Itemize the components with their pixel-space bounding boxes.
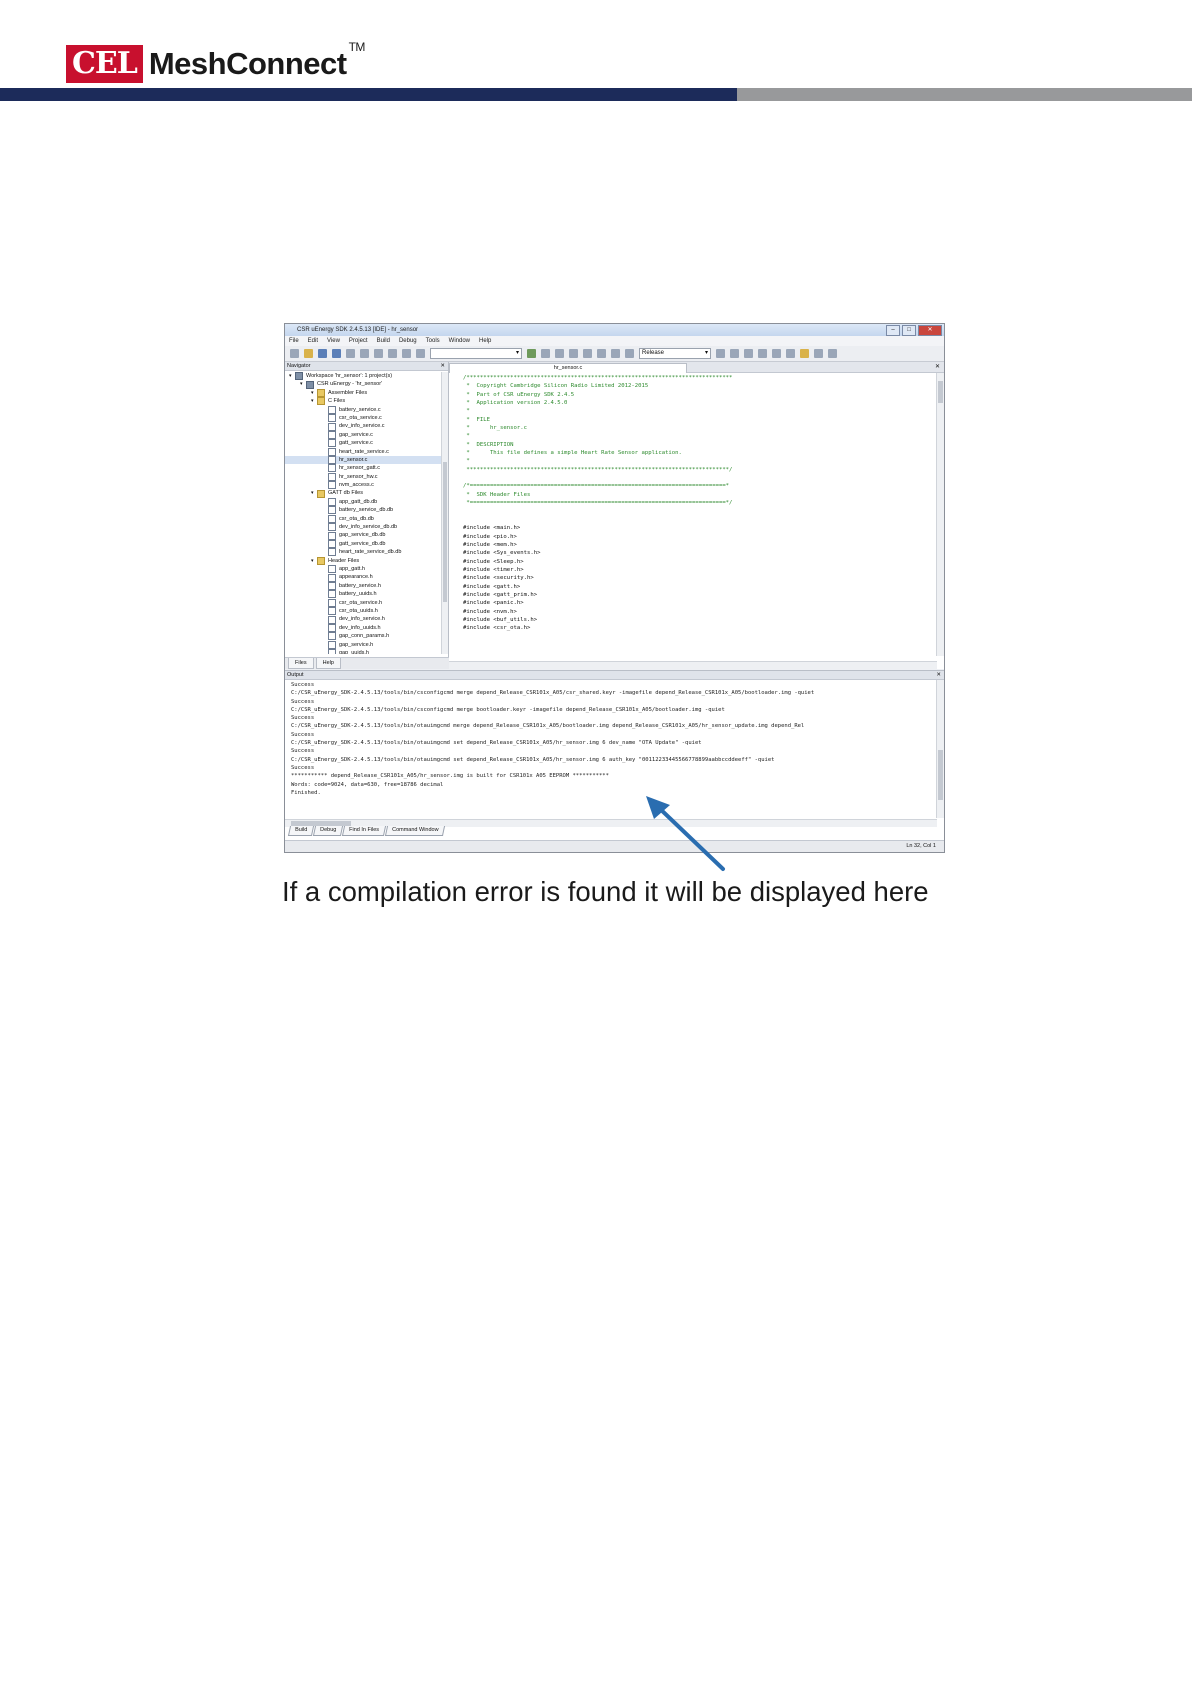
tree-item-label: Header Files (328, 557, 360, 564)
tree-item[interactable] (285, 456, 441, 464)
tree-item[interactable] (285, 557, 441, 565)
file-icon (328, 515, 336, 523)
code-line: #include <timer.h> (463, 566, 524, 573)
outdent-icon[interactable] (597, 349, 606, 358)
tree-item-label: gap_conn_params.h (339, 633, 390, 640)
save-all-icon[interactable] (332, 349, 341, 358)
code-line: /*============================================================================* (463, 483, 730, 490)
file-icon (328, 641, 336, 649)
save-icon[interactable] (318, 349, 327, 358)
code-line (463, 516, 923, 524)
output-line: C:/CSR_uEnergy_SDK-2.4.5.13/tools/bin/otauimgcmd set depend_Release_CSR101x_A05/hr_sensor.img 6 auth_key "00112233445566778899aabbccddeeff" -quiet (291, 756, 775, 763)
maximize-button[interactable]: □ (902, 325, 916, 336)
redo-icon[interactable] (360, 349, 369, 358)
new-file-icon[interactable] (290, 349, 299, 358)
back-arrow-icon[interactable] (814, 349, 823, 358)
file-icon (328, 590, 336, 598)
tree-item[interactable] (285, 389, 441, 397)
next-bookmark-icon[interactable] (625, 349, 634, 358)
tab-find-in-files-label: Find In Files (349, 827, 380, 833)
tree-item[interactable] (285, 573, 441, 581)
expand-toggle-icon[interactable]: ▾ (311, 557, 314, 564)
tree-item-label: dev_info_service.h (339, 616, 385, 623)
close-button[interactable]: ✕ (918, 325, 942, 336)
tree-item-label: heart_rate_service.c (339, 448, 389, 455)
file-icon (328, 481, 336, 489)
tree-item[interactable] (285, 489, 441, 497)
output-scrollbar[interactable] (936, 680, 944, 818)
tree-item-label: app_gatt.h (339, 565, 365, 572)
code-line: * Copyright Cambridge Silicon Radio Limited 2012-2015 (463, 383, 649, 390)
navigator-title: Navigator (287, 363, 311, 369)
search-combo[interactable] (430, 348, 522, 359)
navigator-pane (285, 362, 449, 669)
tree-item[interactable] (285, 473, 441, 481)
code-line (463, 508, 923, 516)
build-config-select[interactable]: Release ▾ (639, 348, 711, 359)
forward-arrow-icon[interactable] (828, 349, 837, 358)
tree-item[interactable] (285, 632, 441, 640)
paste-icon[interactable] (402, 349, 411, 358)
output-log (291, 681, 927, 818)
tree-item-label: appearance.h (339, 574, 373, 581)
file-icon (328, 456, 336, 464)
code-line: #include <gatt.h> (463, 583, 521, 590)
code-line (463, 474, 923, 482)
tab-build-label: Build (295, 827, 308, 833)
tree-item[interactable] (285, 439, 441, 447)
caption-text: If a compilation error is found it will be displayed here (282, 876, 929, 907)
expand-toggle-icon[interactable]: ▾ (311, 490, 314, 497)
code-line: * Part of CSR uEnergy SDK 2.4.5 (463, 391, 575, 398)
file-icon (328, 599, 336, 607)
tab-files[interactable]: Files (288, 658, 314, 669)
tree-item[interactable] (285, 464, 441, 472)
code-line: * This file defines a simple Heart Rate Sensor application. (463, 450, 682, 457)
editor-scrollbar[interactable] (936, 373, 944, 656)
file-icon (328, 431, 336, 439)
file-icon (328, 540, 336, 548)
menu-help[interactable]: Help (479, 338, 492, 344)
menu-tools[interactable]: Tools (425, 338, 440, 344)
folder-icon (317, 389, 325, 397)
tab-debug-label: Debug (320, 827, 337, 833)
code-line: * (463, 408, 470, 415)
cel-meshconnect-logo (66, 40, 365, 83)
logo-trademark: TM (348, 40, 365, 54)
code-line: #include <buf_utils.h> (463, 616, 538, 623)
navigator-tabs (285, 657, 451, 669)
tab-find-in-files[interactable] (342, 826, 386, 836)
output-pane (285, 670, 944, 841)
tree-item-label: gap_service.c (339, 431, 373, 438)
arrow-shaft (656, 805, 723, 869)
tree-item[interactable] (285, 523, 441, 531)
tree-item[interactable] (285, 615, 441, 623)
folder-icon (317, 490, 325, 498)
tree-item[interactable] (285, 590, 441, 598)
output-line: Success (291, 731, 315, 738)
expand-toggle-icon[interactable]: ▾ (289, 373, 292, 379)
file-icon (328, 464, 336, 472)
file-icon (328, 498, 336, 506)
output-title: Output (287, 672, 304, 678)
file-icon (328, 473, 336, 481)
file-icon (328, 506, 336, 514)
tree-item-label: gatt_service_db.db (339, 540, 386, 547)
tree-item-label: Workspace 'hr_sensor': 1 project(s) (306, 373, 393, 379)
tree-item[interactable] (285, 565, 441, 573)
output-line: Words: code=9024, data=630, free=18786 decimal (291, 781, 444, 788)
header-gray-bar (737, 88, 1192, 101)
tree-item[interactable] (285, 515, 441, 523)
clean-icon[interactable] (744, 349, 753, 358)
tree-item-label: CSR uEnergy - 'hr_sensor' (317, 381, 383, 388)
tree-item-label: app_gatt_db.db (339, 498, 378, 505)
tree-item[interactable] (285, 607, 441, 615)
code-line: #include <Sleep.h> (463, 558, 524, 565)
tree-item[interactable] (285, 431, 441, 439)
menu-build[interactable]: Build (376, 338, 390, 344)
find-in-files-icon[interactable] (527, 349, 536, 358)
tree-item-label: Assembler Files (328, 389, 368, 396)
menu-debug[interactable]: Debug (398, 338, 417, 344)
file-icon (328, 414, 336, 422)
file-icon (328, 574, 336, 582)
folder-icon (317, 557, 325, 565)
tree-item[interactable] (285, 422, 441, 430)
code-line: *============================================================================*/ (463, 500, 733, 507)
menu-file[interactable]: File (289, 338, 299, 344)
output-scroll-thumb[interactable] (938, 750, 943, 800)
toggle-bookmark-icon[interactable] (611, 349, 620, 358)
tree-item[interactable] (285, 481, 441, 489)
file-icon (328, 607, 336, 615)
expand-toggle-icon[interactable]: ▾ (311, 398, 314, 405)
tree-item[interactable] (285, 649, 441, 654)
output-line: C:/CSR_uEnergy_SDK-2.4.5.13/tools/bin/csconfigcmd merge depend_Release_CSR101x_A05/csr_shared.keyr -imagefile depend_Release_CSR101x_A05/bootloader.img -quiet (291, 690, 815, 697)
navigator-scroll-thumb[interactable] (443, 462, 447, 602)
tree-item-label: battery_service.h (339, 582, 381, 589)
tree-item-label: gatt_service.c (339, 440, 373, 447)
file-icon (328, 649, 336, 654)
run-icon[interactable] (758, 349, 767, 358)
tab-build[interactable] (288, 826, 314, 836)
tree-item[interactable] (285, 406, 441, 414)
file-tree (285, 372, 441, 654)
home-icon[interactable] (800, 349, 809, 358)
tree-item-label: battery_service.c (339, 406, 381, 413)
tree-item-label: csr_ota_uuids.h (339, 607, 378, 614)
logo-cel-box: CEL (66, 45, 143, 83)
tree-item-label: dev_info_uuids.h (339, 624, 381, 631)
code-line: #include <mem.h> (463, 541, 517, 548)
code-line: #include <main.h> (463, 525, 521, 532)
file-icon (328, 423, 336, 431)
file-icon (328, 624, 336, 632)
tab-command-window-label: Command Window (392, 827, 439, 833)
open-folder-icon[interactable] (304, 349, 313, 358)
output-tabs (289, 826, 445, 836)
output-line: C:/CSR_uEnergy_SDK-2.4.5.13/tools/bin/csconfigcmd merge bootloader.keyr -imagefile depend_Release_CSR101x_A05/bootloader.img -quiet (291, 706, 725, 713)
navigator-close-icon[interactable]: ✕ (440, 363, 445, 369)
header-navy-bar (0, 88, 737, 101)
print-icon[interactable] (569, 349, 578, 358)
logo-meshconnect-text: MeshConnect (148, 46, 347, 81)
ide-window-title: CSR uEnergy SDK 2.4.5.13 [IDE] - hr_sensor (297, 327, 419, 333)
output-line: C:/CSR_uEnergy_SDK-2.4.5.13/tools/bin/otauimgcmd set depend_Release_CSR101x_A05/hr_sensor.img 6 dev_name "OTA Update" -quiet (291, 740, 702, 747)
project-icon (295, 372, 303, 380)
menu-view[interactable]: View (327, 338, 340, 344)
tree-item[interactable] (285, 498, 441, 506)
editor-hscrollbar[interactable] (449, 661, 937, 669)
tree-item-label: hr_sensor_gatt.c (339, 465, 380, 472)
expand-toggle-icon[interactable]: ▾ (300, 381, 303, 388)
tree-item-label: dev_info_service_db.db (339, 524, 398, 531)
tree-item[interactable] (285, 380, 441, 388)
annotation-arrow-icon (640, 795, 740, 875)
code-line: * FILE (463, 416, 490, 423)
file-icon (328, 616, 336, 624)
editor-close-icon[interactable]: ✕ (934, 364, 940, 370)
tree-item-label: heart_rate_service_db.db (339, 549, 402, 556)
tree-item[interactable] (285, 624, 441, 632)
ide-toolbar (285, 346, 945, 362)
file-icon (328, 523, 336, 531)
logo-wordmark (148, 40, 365, 82)
file-icon (328, 532, 336, 540)
tree-item[interactable] (285, 548, 441, 556)
status-bar (285, 840, 944, 852)
editor-tabs (449, 362, 944, 373)
menu-project[interactable]: Project (348, 338, 368, 344)
code-line: * SDK Header Files (463, 491, 531, 498)
file-icon (328, 632, 336, 640)
tree-item-label: csr_ota_db.db (339, 515, 374, 522)
tree-item-label: nvm_access.c (339, 482, 374, 489)
rebuild-icon[interactable] (730, 349, 739, 358)
tree-item[interactable] (285, 531, 441, 539)
tree-item-label: hr_sensor_hw.c (339, 473, 378, 480)
tab-command-window[interactable] (385, 826, 446, 836)
output-line: C:/CSR_uEnergy_SDK-2.4.5.13/tools/bin/otauimgcmd merge depend_Release_CSR101x_A05/bootloader.img depend_Release_CSR101x_A05/hr_sensor_update.img depend_Rel (291, 723, 805, 730)
output-line: Success (291, 698, 315, 705)
undo-icon[interactable] (346, 349, 355, 358)
code-line: ******************************************************************************/ (463, 466, 733, 473)
file-icon (328, 448, 336, 456)
code-line: /******************************************************************************* (463, 375, 733, 381)
ide-screenshot (284, 323, 945, 853)
tree-item-label: dev_info_service.c (339, 423, 385, 430)
file-icon (328, 582, 336, 590)
code-editor (449, 362, 944, 669)
minimize-button[interactable]: – (886, 325, 900, 336)
expand-toggle-icon[interactable]: ▾ (311, 389, 314, 396)
code-line: #include <Sys_events.h> (463, 550, 541, 557)
cut-icon[interactable] (374, 349, 383, 358)
tree-item-label: battery_service_db.db (339, 507, 394, 514)
tree-item-label: C Files (328, 398, 346, 405)
menu-edit[interactable]: Edit (307, 338, 319, 344)
navigator-header (285, 362, 448, 371)
tree-item[interactable] (285, 582, 441, 590)
find-icon[interactable] (416, 349, 425, 358)
file-icon (328, 565, 336, 573)
copy-icon[interactable] (388, 349, 397, 358)
tree-item-label: gap_uuids.h (339, 649, 369, 654)
tree-item-label: GATT db Files (328, 490, 363, 497)
code-line: * (463, 458, 470, 465)
output-line: Success (291, 715, 315, 722)
code-line: #include <pio.h> (463, 533, 517, 540)
window-buttons (886, 325, 942, 336)
file-icon (328, 548, 336, 556)
tree-item[interactable] (285, 641, 441, 649)
menu-window[interactable]: Window (448, 338, 470, 344)
bookmark-icon[interactable] (541, 349, 550, 358)
tree-item-label: hr_sensor.c (339, 456, 368, 463)
output-line: Success (291, 682, 315, 688)
code-area[interactable] (463, 374, 923, 654)
tree-item[interactable] (285, 372, 441, 380)
code-line: * (463, 433, 470, 440)
code-line: #include <csr_ota.h> (463, 625, 531, 632)
output-line: *********** depend_Release_CSR101x_A05/hr_sensor.img is built for CSR101x A05 EEPROM *********** (291, 773, 609, 780)
output-line: Finished. (291, 789, 321, 796)
code-line: * hr_sensor.c (463, 425, 527, 432)
stop-icon[interactable] (772, 349, 781, 358)
properties-icon[interactable] (786, 349, 795, 358)
tree-item[interactable] (285, 414, 441, 422)
file-icon (328, 406, 336, 414)
tree-item[interactable] (285, 540, 441, 548)
project-icon (306, 381, 314, 389)
code-line: #include <nvm.h> (463, 608, 517, 615)
tab-debug[interactable] (313, 826, 343, 836)
tree-item-label: csr_ota_service.c (339, 414, 382, 421)
tree-item[interactable] (285, 599, 441, 607)
editor-tab-hr-sensor[interactable]: hr_sensor.c (449, 363, 687, 373)
tab-help[interactable]: Help (316, 658, 341, 669)
tree-item[interactable] (285, 506, 441, 514)
file-icon (328, 439, 336, 447)
output-close-icon[interactable]: ✕ (936, 672, 941, 678)
code-line: #include <security.h> (463, 575, 534, 582)
tree-item[interactable] (285, 448, 441, 456)
tree-item-label: gap_service.h (339, 641, 374, 648)
tree-item-label: battery_uuids.h (339, 591, 377, 598)
code-line: * DESCRIPTION (463, 441, 514, 448)
tree-item[interactable] (285, 397, 441, 405)
tree-item-label: csr_ota_service.h (339, 599, 383, 606)
output-header (285, 671, 944, 680)
code-line: #include <gatt_prim.h> (463, 591, 538, 598)
indent-icon[interactable] (583, 349, 592, 358)
code-line: * Application version 2.4.5.0 (463, 400, 568, 407)
build-icon[interactable] (716, 349, 725, 358)
output-line: Success (291, 748, 315, 755)
code-line: #include <panic.h> (463, 600, 524, 607)
tree-item-label: gap_service_db.db (339, 532, 386, 539)
folder-icon (317, 397, 325, 405)
ide-titlebar (285, 324, 944, 336)
navigator-scrollbar[interactable] (441, 372, 448, 654)
menu-bar (285, 336, 945, 346)
output-line: Success (291, 764, 315, 771)
compile-icon[interactable] (555, 349, 564, 358)
editor-scroll-thumb[interactable] (938, 381, 943, 403)
cursor-position: Ln 32, Col 1 (906, 843, 936, 849)
